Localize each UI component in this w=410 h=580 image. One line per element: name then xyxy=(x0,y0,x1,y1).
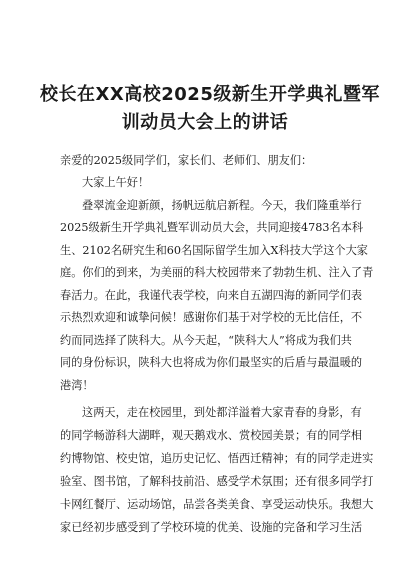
paragraph-1-line: 生、2102名研究生和60名国际留学生加入X科技大学这个大家 xyxy=(60,244,368,257)
document-title-line-1: 校长在XX高校2025级新生开学典礼暨军 xyxy=(40,84,380,105)
paragraph-2-line: 验室、图书馆，了解科技前沿、感受学术氛围；还有很多同学打 xyxy=(60,475,374,488)
document-title-line-2: 训动员大会上的讲话 xyxy=(121,112,289,133)
paragraph-1-line: 2025级新生开学典礼暨军训动员大会，共同迎接4783名本科 xyxy=(60,221,364,234)
paragraph-1-line: 庭。你们的到来，为美丽的科大校园带来了勃勃生机、注入了青 xyxy=(60,266,374,279)
paragraph-2-line: 卡网红餐厅、运动场馆，品尝各类美食、享受运动快乐。我想大 xyxy=(60,498,374,511)
paragraph-2-line: 这两天，走在校园里，到处都洋溢着大家青春的身影，有 xyxy=(82,406,362,419)
paragraph-1-line: 示热烈欢迎和诚挚问候！感谢你们基于对学校的无比信任，不 xyxy=(60,311,363,324)
paragraph-2-line: 的同学畅游科大湖畔，观天鹅戏水、赏校园美景；有的同学相 xyxy=(60,429,363,442)
paragraph-1-line: 叠翠流金迎新颜，扬帆远航启新程。今天，我们隆重举行 xyxy=(82,199,362,212)
paragraph-2-line: 约博物馆、校史馆，追历史记忆、悟西迁精神；有的同学走进实 xyxy=(60,452,374,465)
paragraph-1-line: 约而同选择了陕科大。从今天起，“陕科大人”将成为我们共 xyxy=(60,334,352,347)
paragraph-1-line: 春活力。在此，我谨代表学校，向来自五湖四海的新同学们表 xyxy=(60,289,363,302)
paragraph-1-line: 港湾！ xyxy=(60,379,94,392)
greeting: 大家上午好！ xyxy=(82,176,150,189)
salutation: 亲爱的2025级同学们，家长们、老师们、朋友们： xyxy=(60,154,313,167)
paragraph-1-line: 同的身份标识，陕科大也将成为你们最坚实的后盾与最温暖的 xyxy=(60,356,363,369)
paragraph-2-line: 家已经初步感受到了学校环境的优美、设施的完备和学习生活 xyxy=(60,521,363,534)
